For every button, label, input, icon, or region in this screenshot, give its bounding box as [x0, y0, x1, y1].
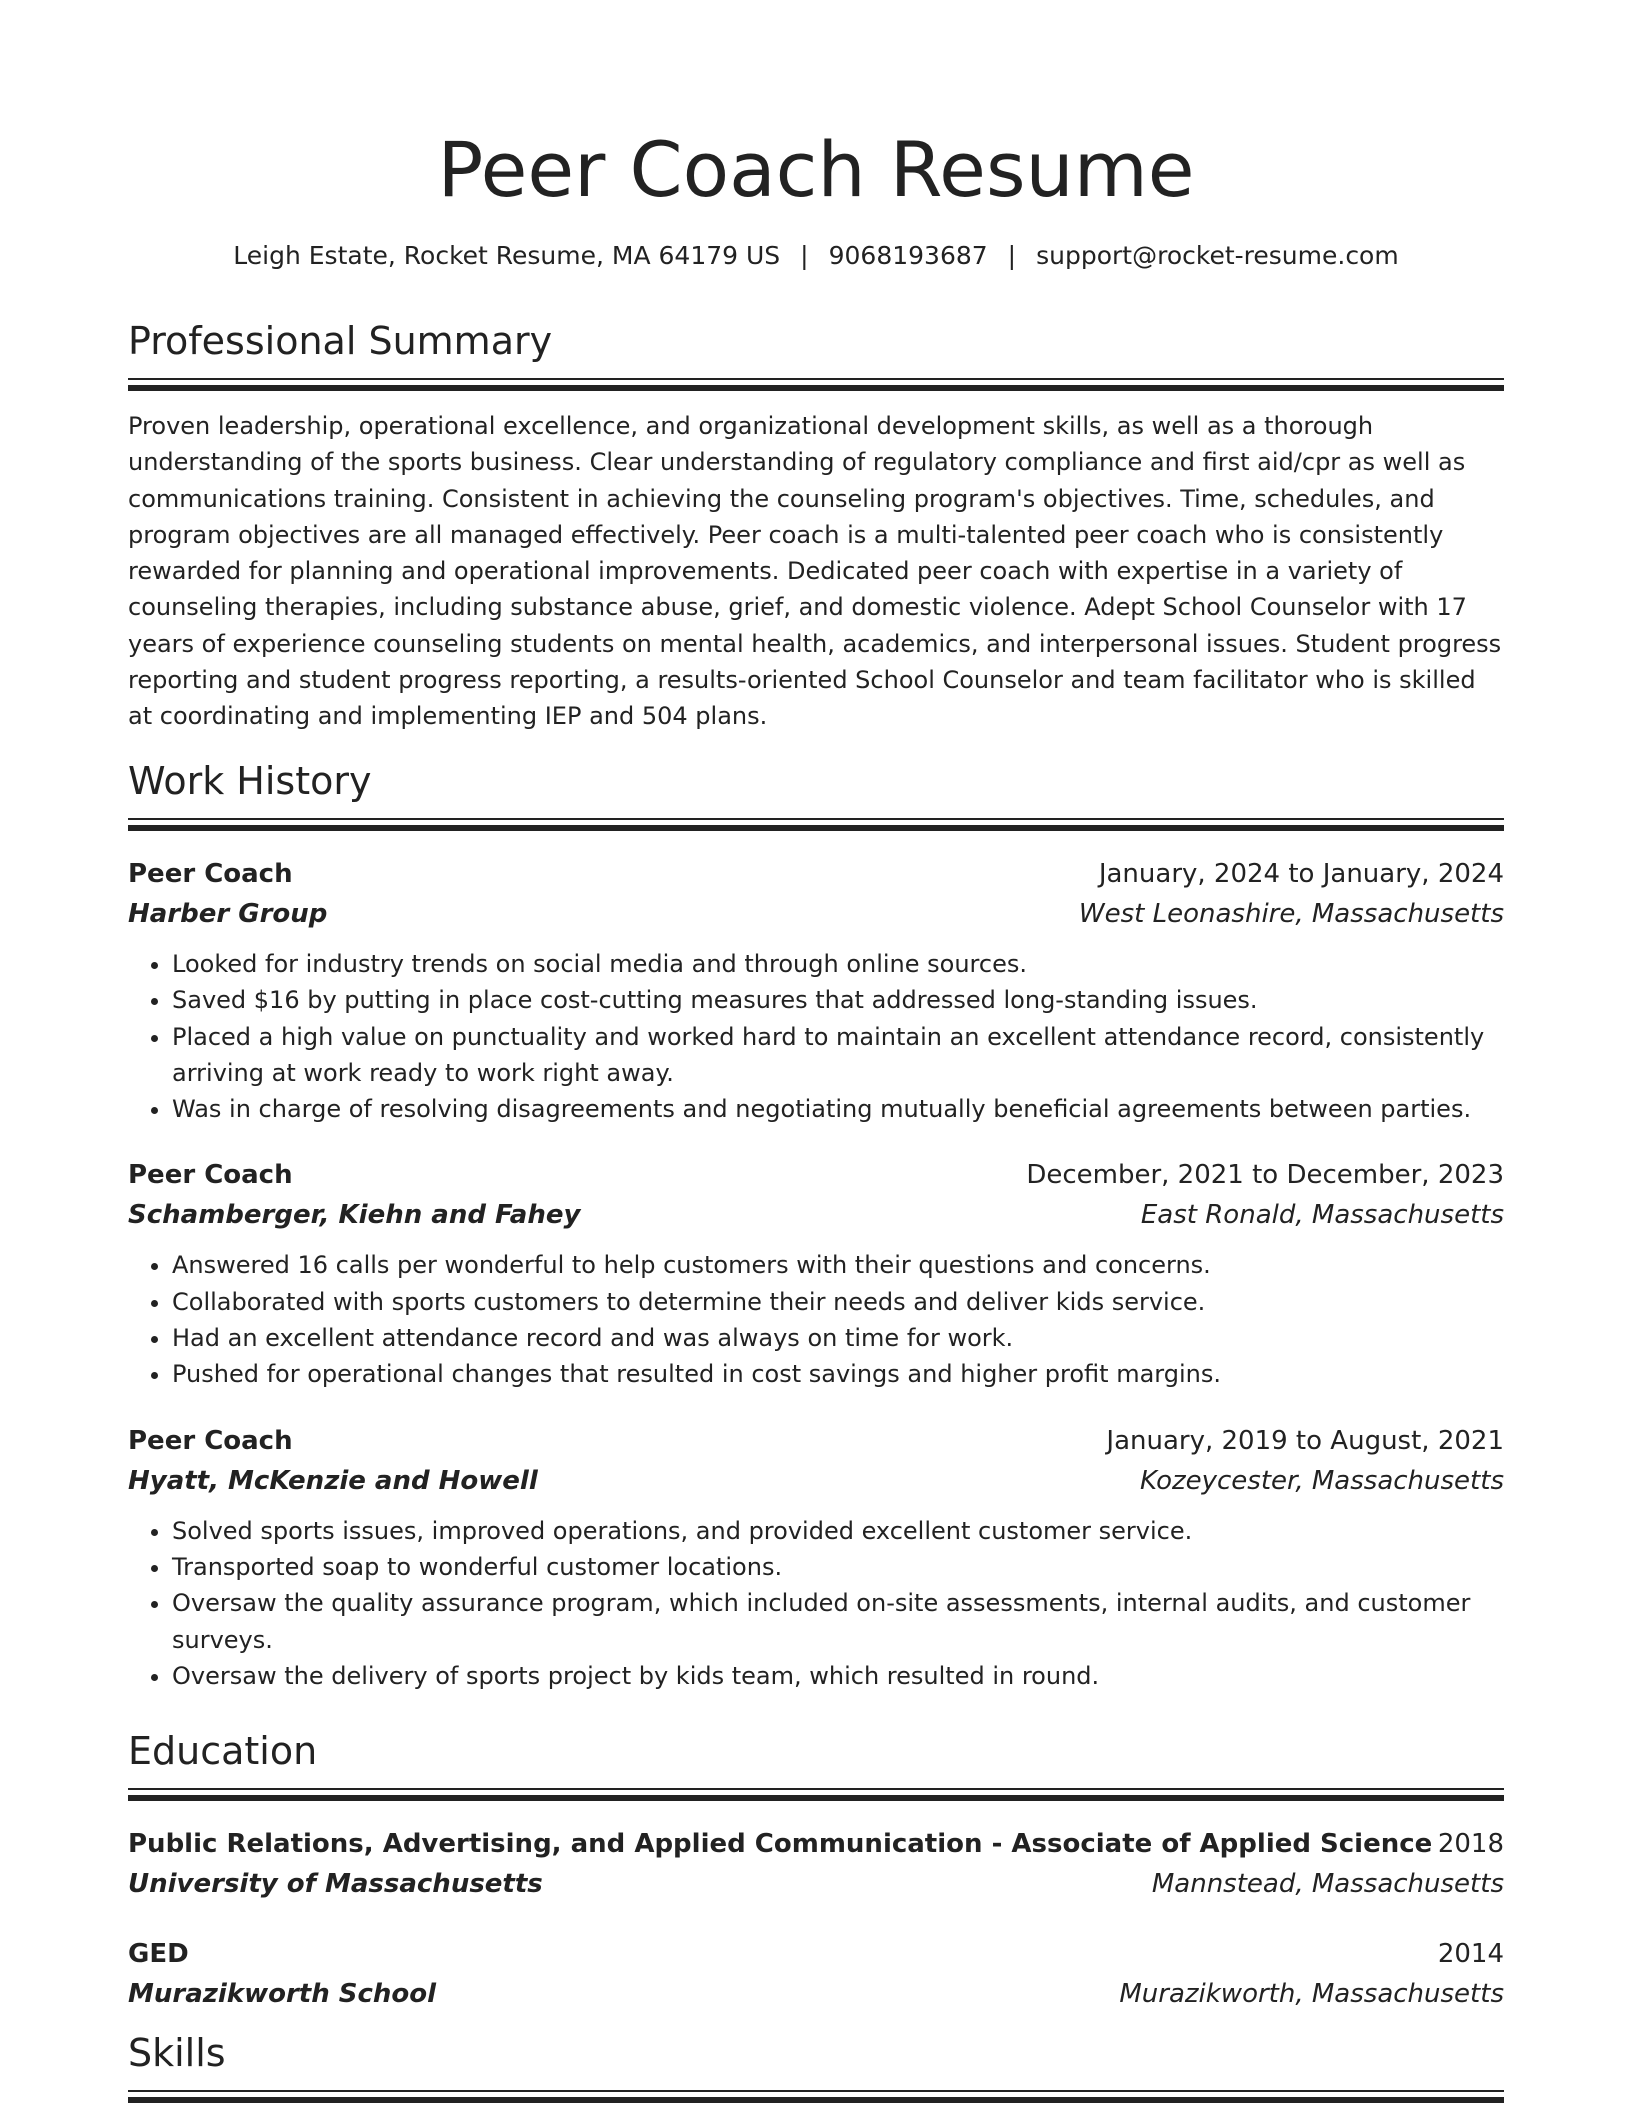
contact-phone: 9068193687: [828, 241, 988, 270]
job-subheader: [128, 1195, 1504, 1235]
section-divider: [128, 818, 1504, 832]
education-year: 2014: [1437, 1939, 1504, 1969]
education-heading: Education: [128, 1729, 318, 1773]
job-bullet: • Had an excellent attendance record and was always on time for work.: [172, 1320, 1504, 1356]
job-dates: January, 2024 to January, 2024: [1098, 859, 1504, 889]
job-company: Harber Group: [128, 899, 328, 929]
education-entry: [128, 1934, 1504, 2014]
job-bullet: • Saved $16 by putting in place cost-cutting measures that addressed long-standing issues.: [172, 982, 1504, 1018]
job-entry: [128, 1421, 1504, 1694]
job-bullet: • Answered 16 calls per wonderful to help customers with their questions and concerns.: [172, 1247, 1504, 1283]
skills-section: [128, 2028, 1504, 2104]
section-divider: [128, 378, 1504, 392]
education-location: Murazikworth, Massachusetts: [1119, 1979, 1504, 2009]
job-location: Kozeycester, Massachusetts: [1139, 1465, 1504, 1496]
job-bullet: • Transported soap to wonderful customer locations.: [172, 1549, 1504, 1585]
education-section: [128, 1726, 1504, 2014]
job-bullet: • Collaborated with sports customers to determine their needs and deliver kids service.: [172, 1284, 1504, 1320]
job-dates: January, 2019 to August, 2021: [1106, 1425, 1504, 1456]
job-dates: December, 2021 to December, 2023: [1026, 1160, 1504, 1191]
summary-section: [128, 316, 1504, 735]
job-title: Peer Coach: [128, 1425, 293, 1456]
job-location: West Leonashire, Massachusetts: [1078, 899, 1504, 929]
job-bullets: [128, 946, 1504, 1127]
job-company: Hyatt, McKenzie and Howell: [128, 1465, 538, 1496]
job-bullets: [128, 1247, 1504, 1392]
education-school: University of Massachusetts: [128, 1869, 543, 1899]
job-header: [128, 1421, 1504, 1461]
work-history-heading: Work History: [128, 759, 372, 803]
contact-email: support@rocket-resume.com: [1036, 241, 1399, 270]
job-subheader: [128, 894, 1504, 934]
education-header: [128, 1934, 1504, 1974]
job-bullet: • Solved sports issues, improved operations, and provided excellent customer service.: [172, 1513, 1504, 1549]
work-history-section: [128, 756, 1504, 1694]
job-title: Peer Coach: [128, 1160, 293, 1191]
job-entry: [128, 854, 1504, 1127]
job-bullet: • Placed a high value on punctuality and worked hard to maintain an excellent attendance record, consistently arriving at work ready to work right away.: [172, 1019, 1504, 1092]
skills-heading: Skills: [128, 2031, 226, 2075]
job-bullet: • Looked for industry trends on social media and through online sources.: [172, 946, 1504, 982]
job-title: Peer Coach: [128, 859, 293, 889]
education-subheader: [128, 1974, 1504, 2014]
job-bullets: [128, 1513, 1504, 1694]
education-degree: Public Relations, Advertising, and Applied Communication - Associate of Applied Science: [128, 1829, 1433, 1859]
summary-heading: Professional Summary: [128, 319, 553, 363]
job-bullet: • Oversaw the delivery of sports project by kids team, which resulted in round.: [172, 1658, 1504, 1694]
job-location: East Ronald, Massachusetts: [1140, 1200, 1504, 1231]
education-year: 2018: [1437, 1829, 1504, 1859]
education-header: [128, 1824, 1504, 1864]
summary-text: Proven leadership, operational excellence, and organizational development skills, as well as a thorough understanding of the sports business. Clear understanding of regulatory compliance and first aid/cpr as well as communications training. Consistent in achieving the counseling program's objectives. Time, schedules, and program objectives are all managed effectively. Peer coach is a multi-talented peer coach who is consistently rewarded for planning and operational improvements. Dedicated peer coach with expertise in a variety of counseling therapies, including substance abuse, grief, and domestic violence. Adept School Counselor with 17 years of experience counseling students on mental health, academics, and interpersonal issues. Student progress reporting and student progress reporting, a results-oriented School Counselor and team facilitator who is skilled at coordinating and implementing IEP and 504 plans.: [128, 412, 1502, 731]
job-bullet: • Was in charge of resolving disagreements and negotiating mutually beneficial agreements between parties.: [172, 1091, 1504, 1127]
contact-address: Leigh Estate, Rocket Resume, MA 64179 US: [233, 241, 781, 270]
contact-separator: |: [800, 241, 809, 270]
section-divider: [128, 1788, 1504, 1802]
job-bullet: • Pushed for operational changes that resulted in cost savings and higher profit margins.: [172, 1356, 1504, 1392]
job-subheader: [128, 1461, 1504, 1501]
job-header: [128, 1155, 1504, 1195]
job-entry: [128, 1155, 1504, 1392]
education-school: Murazikworth School: [128, 1979, 437, 2009]
page-title: Peer Coach Resume: [437, 125, 1195, 214]
education-degree: GED: [128, 1939, 189, 1969]
contact-separator: |: [1007, 241, 1017, 270]
contact-line: [128, 238, 1504, 274]
job-company: Schamberger, Kiehn and Fahey: [128, 1200, 581, 1231]
job-bullet: • Oversaw the quality assurance program, which included on-site assessments, internal audits, and customer surveys.: [172, 1585, 1504, 1658]
job-header: [128, 854, 1504, 894]
education-entry: [128, 1824, 1504, 1904]
education-subheader: [128, 1864, 1504, 1904]
education-location: Mannstead, Massachusetts: [1151, 1869, 1504, 1899]
section-divider: [128, 2090, 1504, 2104]
